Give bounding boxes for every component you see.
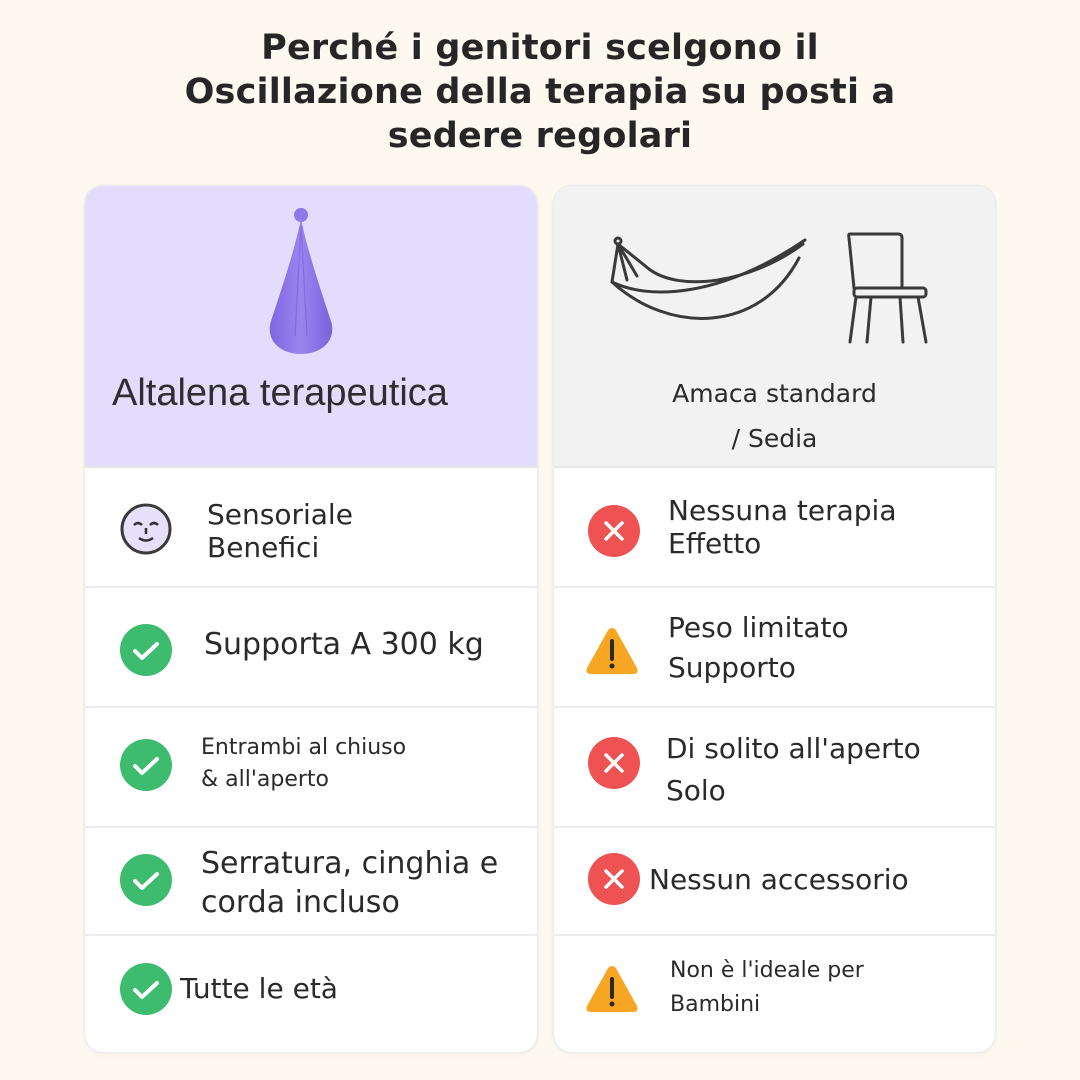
title-line: sedere regolari bbox=[387, 116, 693, 156]
check-circle-icon bbox=[119, 623, 173, 677]
row-text: Supporta A 300 kg bbox=[204, 627, 484, 662]
hammock-icon bbox=[609, 236, 809, 336]
check-circle-icon bbox=[119, 853, 173, 907]
comparison-row bbox=[554, 708, 995, 828]
row-text: Nessuna terapia Effetto bbox=[668, 494, 897, 560]
comparison-row bbox=[554, 936, 995, 1044]
title-line: Oscillazione della terapia su posti a bbox=[184, 72, 896, 112]
row-text: Di solito all'aperto Solo bbox=[666, 732, 921, 807]
row-text: Sensoriale Benefici bbox=[207, 498, 353, 564]
row-text: Nessun accessorio bbox=[649, 863, 909, 896]
row-text: Non è l'ideale per Bambini bbox=[670, 958, 864, 1017]
cross-circle-icon bbox=[587, 736, 641, 790]
warning-triangle-icon bbox=[585, 624, 639, 678]
therapy-swing-header bbox=[85, 186, 537, 468]
page-title bbox=[0, 26, 1080, 158]
standard-seating-label: Amaca standard / Sedia bbox=[672, 379, 877, 453]
comparison-row bbox=[554, 588, 995, 708]
row-text: Entrambi al chiuso & all'aperto bbox=[201, 735, 407, 792]
comparison-row bbox=[85, 936, 537, 1044]
comparison-row bbox=[85, 468, 537, 588]
comparison-row bbox=[554, 828, 995, 936]
row-text: Tutte le età bbox=[180, 972, 338, 1005]
chair-icon bbox=[844, 230, 934, 346]
comparison-row bbox=[554, 468, 995, 588]
check-circle-icon bbox=[119, 962, 173, 1016]
standard-seating-column bbox=[554, 186, 995, 1052]
standard-seating-header bbox=[554, 186, 995, 468]
cross-circle-icon bbox=[587, 504, 641, 558]
therapy-swing-column bbox=[85, 186, 537, 1052]
check-circle-icon bbox=[119, 738, 173, 792]
row-text: Serratura, cinghia e corda incluso bbox=[201, 846, 499, 920]
smiling-face-icon bbox=[119, 502, 173, 556]
warning-triangle-icon bbox=[585, 962, 639, 1016]
title-line: Perché i genitori scelgono il bbox=[261, 28, 819, 68]
comparison-row bbox=[85, 828, 537, 936]
row-text: Peso limitato Supporto bbox=[668, 611, 849, 684]
comparison-row bbox=[85, 588, 537, 708]
cross-circle-icon bbox=[587, 852, 641, 906]
therapy-swing-label: Altalena terapeutica bbox=[112, 372, 448, 414]
comparison-row bbox=[85, 708, 537, 828]
therapy-swing-pod-icon bbox=[263, 206, 339, 356]
